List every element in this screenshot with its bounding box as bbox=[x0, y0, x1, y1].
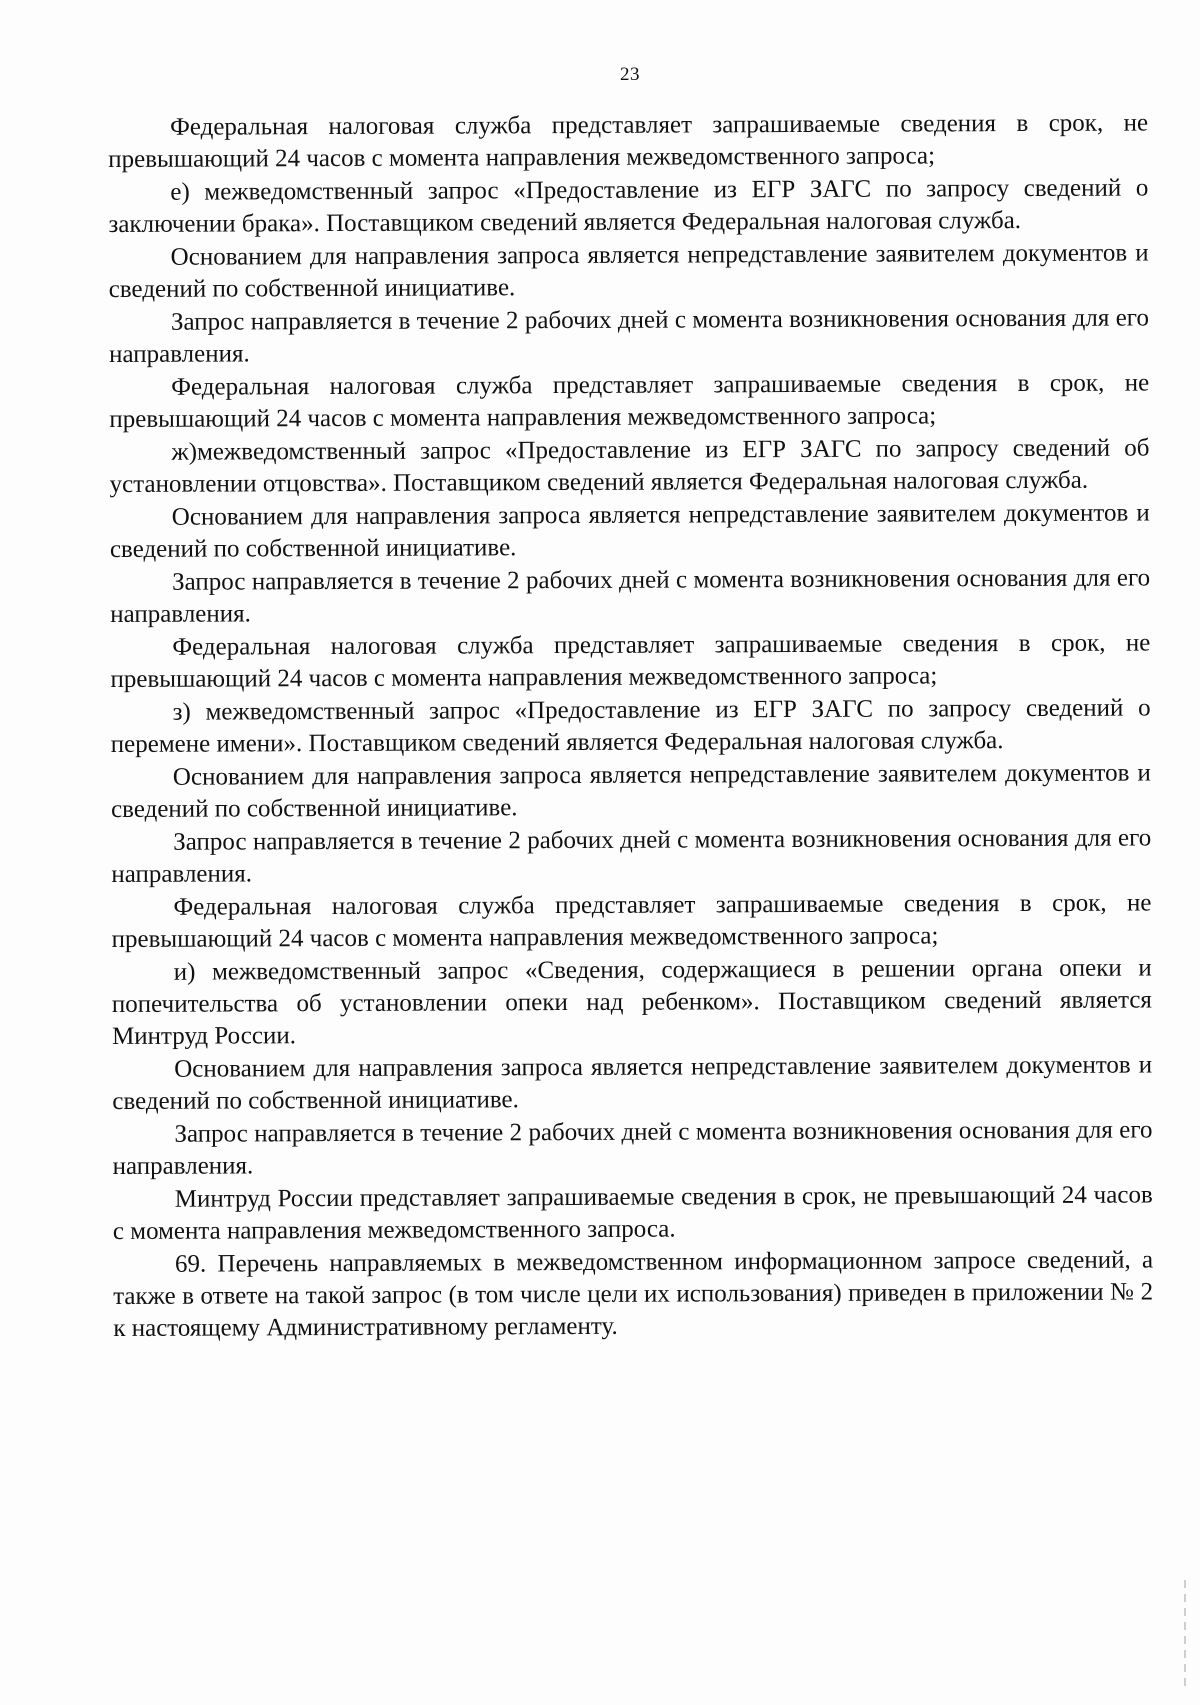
paragraph: Федеральная налоговая служба представляет запрашиваемые сведения в срок, не превышающий 24 часов с момента направления межведомственного запроса; bbox=[110, 629, 1151, 693]
paragraph: Основанием для направления запроса является непредставление заявителем документов и сведений по собственной инициативе. bbox=[108, 239, 1149, 303]
paragraph: Федеральная налоговая служба представляет запрашиваемые сведения в срок, не превышающий 24 часов с момента направления межведомственного запроса; bbox=[108, 109, 1149, 173]
paragraph: Основанием для направления запроса является непредставление заявителем документов и сведений по собственной инициативе. bbox=[112, 1051, 1153, 1115]
paragraph: Запрос направляется в течение 2 рабочих дней с момента возникновения основания для его направления. bbox=[110, 564, 1151, 628]
scan-edge-mark bbox=[1184, 1580, 1186, 1690]
paragraph: и) межведомственный запрос «Сведения, содержащиеся в решении органа опеки и попечительства об установлении опеки над ребенком». Поставщиком сведений является Минтруд России. bbox=[111, 954, 1152, 1050]
paragraph: з) межведомственный запрос «Предоставление из ЕГР ЗАГС по запросу сведений о перемене имени». Поставщиком сведений является Федеральная налоговая служба. bbox=[110, 694, 1151, 758]
page-number: 23 bbox=[620, 64, 640, 85]
document-body bbox=[108, 107, 1153, 1346]
paragraph: Минтруд России представляет запрашиваемые сведения в срок, не превышающий 24 часов с момента направления межведомственного запроса. bbox=[112, 1181, 1153, 1245]
paragraph: Запрос направляется в течение 2 рабочих дней с момента возникновения основания для его направления. bbox=[108, 304, 1149, 368]
paragraph: Запрос направляется в течение 2 рабочих дней с момента возникновения основания для его направления. bbox=[112, 1116, 1153, 1180]
paragraph: ж)межведомственный запрос «Предоставление из ЕГР ЗАГС по запросу сведений об установлении отцовства». Поставщиком сведений является Федеральная налоговая служба. bbox=[109, 434, 1150, 498]
paragraph: 69. Перечень направляемых в межведомственном информационном запросе сведений, а также в ответе на такой запрос (в том числе цели их использования) приведен в приложении № 2 к настоящему Административному регламенту. bbox=[113, 1246, 1154, 1342]
paragraph: Федеральная налоговая служба представляет запрашиваемые сведения в срок, не превышающий 24 часов с момента направления межведомственного запроса; bbox=[109, 369, 1150, 433]
paragraph: Запрос направляется в течение 2 рабочих дней с момента возникновения основания для его направления. bbox=[111, 824, 1152, 888]
paragraph: е) межведомственный запрос «Предоставление из ЕГР ЗАГС по запросу сведений о заключении брака». Поставщиком сведений является Федеральная налоговая служба. bbox=[108, 174, 1149, 238]
paragraph: Основанием для направления запроса является непредставление заявителем документов и сведений по собственной инициативе. bbox=[109, 499, 1150, 563]
paragraph: Основанием для направления запроса является непредставление заявителем документов и сведений по собственной инициативе. bbox=[110, 759, 1151, 823]
paragraph: Федеральная налоговая служба представляет запрашиваемые сведения в срок, не превышающий 24 часов с момента направления межведомственного запроса; bbox=[111, 889, 1152, 953]
